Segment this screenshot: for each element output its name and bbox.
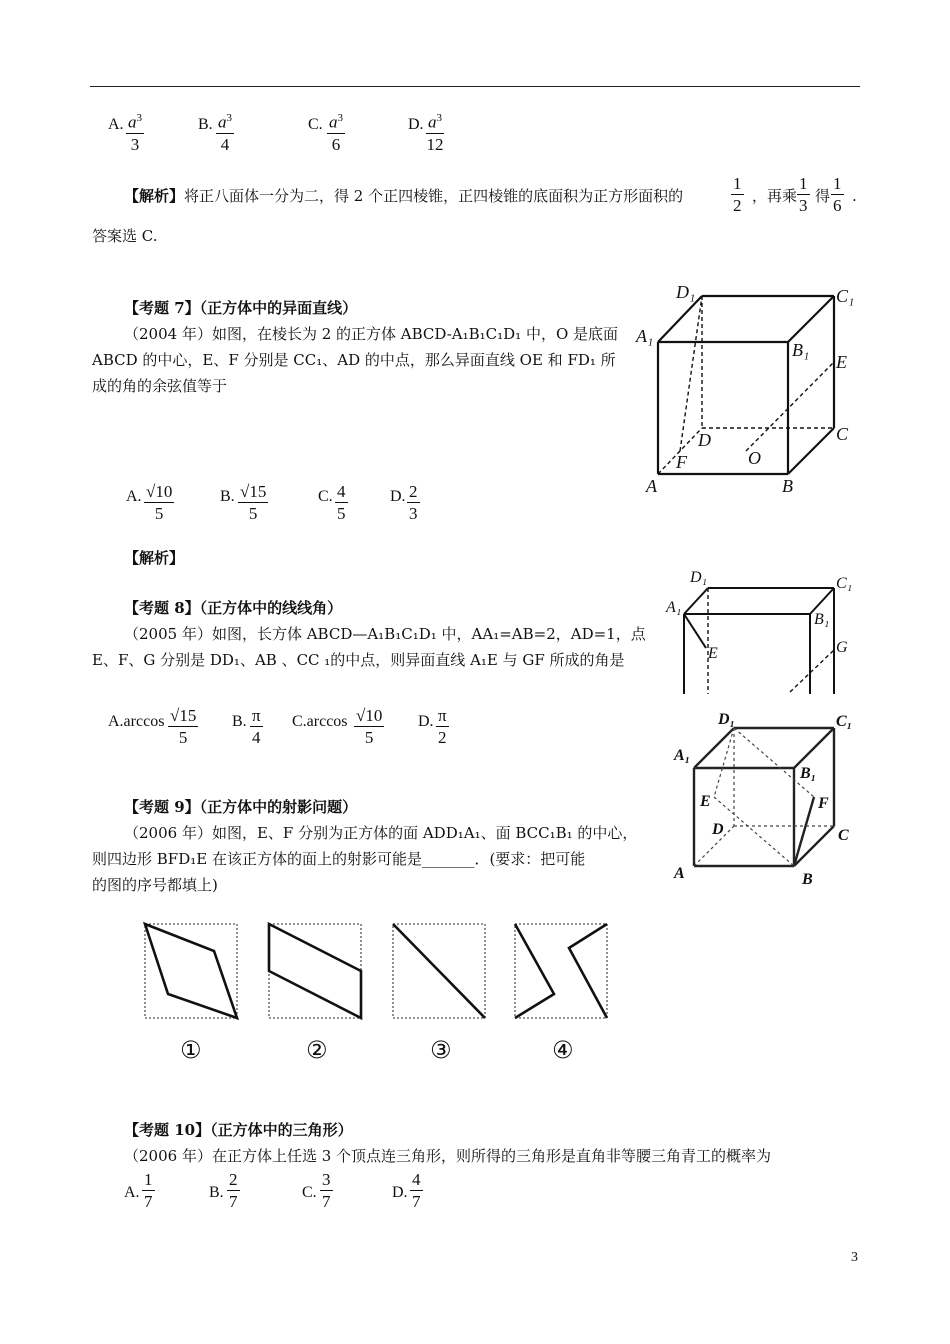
q9-cube-figure bbox=[660, 706, 860, 896]
q7-option-d-label: D. bbox=[390, 488, 406, 505]
q7-label-o: O bbox=[748, 448, 761, 468]
q7-label-b1: B₁ bbox=[792, 340, 810, 360]
q7-line3: 成的角的余弦值等于 bbox=[92, 377, 228, 395]
q6-option-b-label: B. bbox=[198, 116, 213, 133]
q6-frac2: $\frac{1}{3}$ bbox=[799, 174, 808, 215]
q6-option-d-exp: 3 bbox=[436, 112, 442, 124]
q9-label-c: C bbox=[838, 827, 849, 844]
q6-analysis-text4: . bbox=[852, 187, 857, 205]
q8-option-d: $\frac{\pi}{2}$ bbox=[438, 706, 447, 747]
q7-option-d: $\frac{2}{3}$ bbox=[409, 482, 418, 523]
header-rule bbox=[90, 86, 860, 87]
q7-line1: （2004 年）如图，在棱长为 2 的正方体 ABCD-A₁B₁C₁D₁ 中，O 是底面 bbox=[124, 325, 619, 343]
q7-cube-figure bbox=[630, 278, 860, 498]
q9-fig3-shape bbox=[393, 924, 485, 1018]
page-number: 3 bbox=[851, 1250, 858, 1265]
q10-option-b-label: B. bbox=[209, 1184, 224, 1201]
q7-option-c: $\frac{4}{5}$ bbox=[337, 482, 346, 523]
q6-frac1: $\frac{1}{2}$ bbox=[733, 174, 742, 215]
q6-analysis-text3: 得 bbox=[815, 187, 831, 205]
q6-option-b-exp: 3 bbox=[226, 112, 232, 124]
q8-label-c1: C₁ bbox=[836, 575, 853, 592]
q6-option-a-exp: 3 bbox=[136, 112, 142, 124]
q8-label-g: G bbox=[836, 639, 848, 656]
q8-label-b1: B₁ bbox=[814, 611, 830, 628]
q6-option-b bbox=[216, 108, 234, 156]
q9-label-d1: D₁ bbox=[718, 711, 736, 728]
q7-option-b-label: B. bbox=[220, 488, 235, 505]
q10-option-a-label: A. bbox=[124, 1184, 140, 1201]
q9-label-d: D bbox=[712, 821, 724, 838]
q6-option-c-den: 6 bbox=[331, 134, 341, 154]
q6-option-a-label: A. bbox=[108, 116, 124, 133]
q9-label-a1: A₁ bbox=[674, 747, 691, 764]
q8-option-a-label: A.arccos bbox=[108, 713, 165, 730]
q9-label-b: B bbox=[802, 871, 813, 888]
q6-analysis-text2: ，再乘 bbox=[752, 187, 798, 205]
q9-fig2-frame bbox=[269, 924, 361, 1018]
q9-sub-label-2: ② bbox=[306, 1036, 328, 1064]
q7-label-d1: D₁ bbox=[676, 282, 696, 302]
q9-line2: 则四边形 BFD₁E 在该正方体的面上的射影可能是_______．(要求：把可能 bbox=[92, 850, 586, 868]
q8-option-a: $\frac{√15}{5}$ bbox=[170, 706, 197, 747]
q7-label-f: F bbox=[676, 452, 687, 472]
q7-label-c1: C₁ bbox=[836, 286, 855, 306]
q7-label-a1: A₁ bbox=[636, 326, 654, 346]
q10-option-a: $\frac{1}{7}$ bbox=[144, 1170, 153, 1211]
q9-label-a: A bbox=[674, 865, 685, 882]
q10-option-c: $\frac{3}{7}$ bbox=[322, 1170, 331, 1211]
q6-option-d-den: 12 bbox=[426, 134, 444, 154]
q9-sub-label-1: ① bbox=[180, 1036, 202, 1064]
q6-option-d-label: D. bbox=[408, 116, 424, 133]
q9-fig1-shape bbox=[145, 924, 237, 1018]
q9-sub-label-3: ③ bbox=[430, 1036, 452, 1064]
q6-analysis-text1: 将正八面体一分为二，得 2 个正四棱锥，正四棱锥的底面积为正方形面积的 bbox=[184, 187, 684, 205]
q9-fig4-frame bbox=[515, 924, 607, 1018]
q7-title: 【考题 7】（正方体中的异面直线） bbox=[124, 299, 358, 317]
q6-analysis-tag: 【解析】 bbox=[124, 187, 185, 205]
q6-option-c-num: a bbox=[329, 112, 338, 132]
q7-analysis: 【解析】 bbox=[124, 549, 185, 567]
q8-option-b-label: B. bbox=[232, 713, 247, 730]
q9-line3: 的图的序号都填上) bbox=[92, 876, 218, 894]
q6-option-b-den: 4 bbox=[220, 134, 230, 154]
q7-label-e: E bbox=[836, 352, 847, 372]
q10-line1: （2006 年）在正方体上任选 3 个顶点连三角形，则所得的三角形是直角非等腰三角青工的概率为 bbox=[124, 1147, 772, 1165]
q8-line1: （2005 年）如图，长方体 ABCD—A₁B₁C₁D₁ 中，AA₁=AB=2，AD=1，点 bbox=[124, 625, 646, 643]
q10-option-d-label: D. bbox=[392, 1184, 408, 1201]
q8-line2: E、F、G 分别是 DD₁、AB 、CC ₁的中点，则异面直线 A₁E 与 GF 所成的角是 bbox=[92, 651, 625, 669]
q6-option-d-num: a bbox=[428, 112, 437, 132]
q9-label-f: F bbox=[818, 795, 829, 812]
q7-option-c-label: C. bbox=[318, 488, 333, 505]
q6-option-a bbox=[126, 108, 144, 156]
q9-title: 【考题 9】（正方体中的射影问题） bbox=[124, 798, 358, 816]
q6-option-b-num: a bbox=[218, 112, 227, 132]
q8-box-figure bbox=[660, 566, 860, 696]
q6-analysis-line2: 答案选 C. bbox=[92, 227, 158, 245]
q9-fig4-shape-left bbox=[515, 924, 554, 1018]
q9-line1: （2006 年）如图，E、F 分别为正方体的面 ADD₁A₁、面 BCC₁B₁ 的中心， bbox=[124, 824, 638, 842]
q9-projection-figures bbox=[140, 920, 620, 1024]
q7-option-a: $\frac{√10}{5}$ bbox=[146, 482, 173, 523]
q7-option-a-label: A. bbox=[126, 488, 142, 505]
q6-option-a-den: 3 bbox=[130, 134, 140, 154]
q6-option-c bbox=[327, 108, 345, 156]
q10-option-b: $\frac{2}{7}$ bbox=[229, 1170, 238, 1211]
q6-option-d bbox=[426, 108, 444, 156]
q10-option-d: $\frac{4}{7}$ bbox=[412, 1170, 421, 1211]
q6-option-c-label: C. bbox=[308, 116, 323, 133]
q7-label-a: A bbox=[646, 476, 657, 496]
q8-label-e: E bbox=[708, 645, 718, 662]
q9-label-b1: B₁ bbox=[800, 765, 817, 782]
q8-option-c-label: C.arccos bbox=[292, 713, 348, 730]
q7-line2: ABCD 的中心，E、F 分别是 CC₁、AD 的中点，那么异面直线 OE 和 FD₁ 所 bbox=[92, 351, 616, 369]
q9-fig4-shape-right bbox=[569, 924, 607, 1018]
q9-label-c1: C₁ bbox=[836, 713, 853, 730]
q9-fig2-shape bbox=[269, 924, 361, 1018]
q6-option-c-exp: 3 bbox=[337, 112, 343, 124]
q6-analysis-line1 bbox=[124, 186, 683, 206]
q6-frac3: $\frac{1}{6}$ bbox=[833, 174, 842, 215]
q9-sub-label-4: ④ bbox=[552, 1036, 574, 1064]
q10-option-c-label: C. bbox=[302, 1184, 317, 1201]
q10-title: 【考题 10】（正方体中的三角形） bbox=[124, 1121, 353, 1139]
q8-option-b: $\frac{\pi}{4}$ bbox=[252, 706, 261, 747]
q8-title: 【考题 8】（正方体中的线线角） bbox=[124, 599, 343, 617]
q8-label-d1: D₁ bbox=[690, 569, 708, 586]
q6-option-a-num: a bbox=[128, 112, 137, 132]
q8-label-a1: A₁ bbox=[666, 599, 682, 616]
q7-label-c: C bbox=[836, 424, 849, 444]
q8-option-d-label: D. bbox=[418, 713, 434, 730]
q8-option-c: $\frac{√10}{5}$ bbox=[356, 706, 383, 747]
q9-label-e: E bbox=[700, 793, 711, 810]
q7-label-b: B bbox=[782, 476, 793, 496]
q9-fig1-frame bbox=[145, 924, 237, 1018]
q7-label-d: D bbox=[698, 430, 711, 450]
q7-option-b: $\frac{√15}{5}$ bbox=[240, 482, 267, 523]
